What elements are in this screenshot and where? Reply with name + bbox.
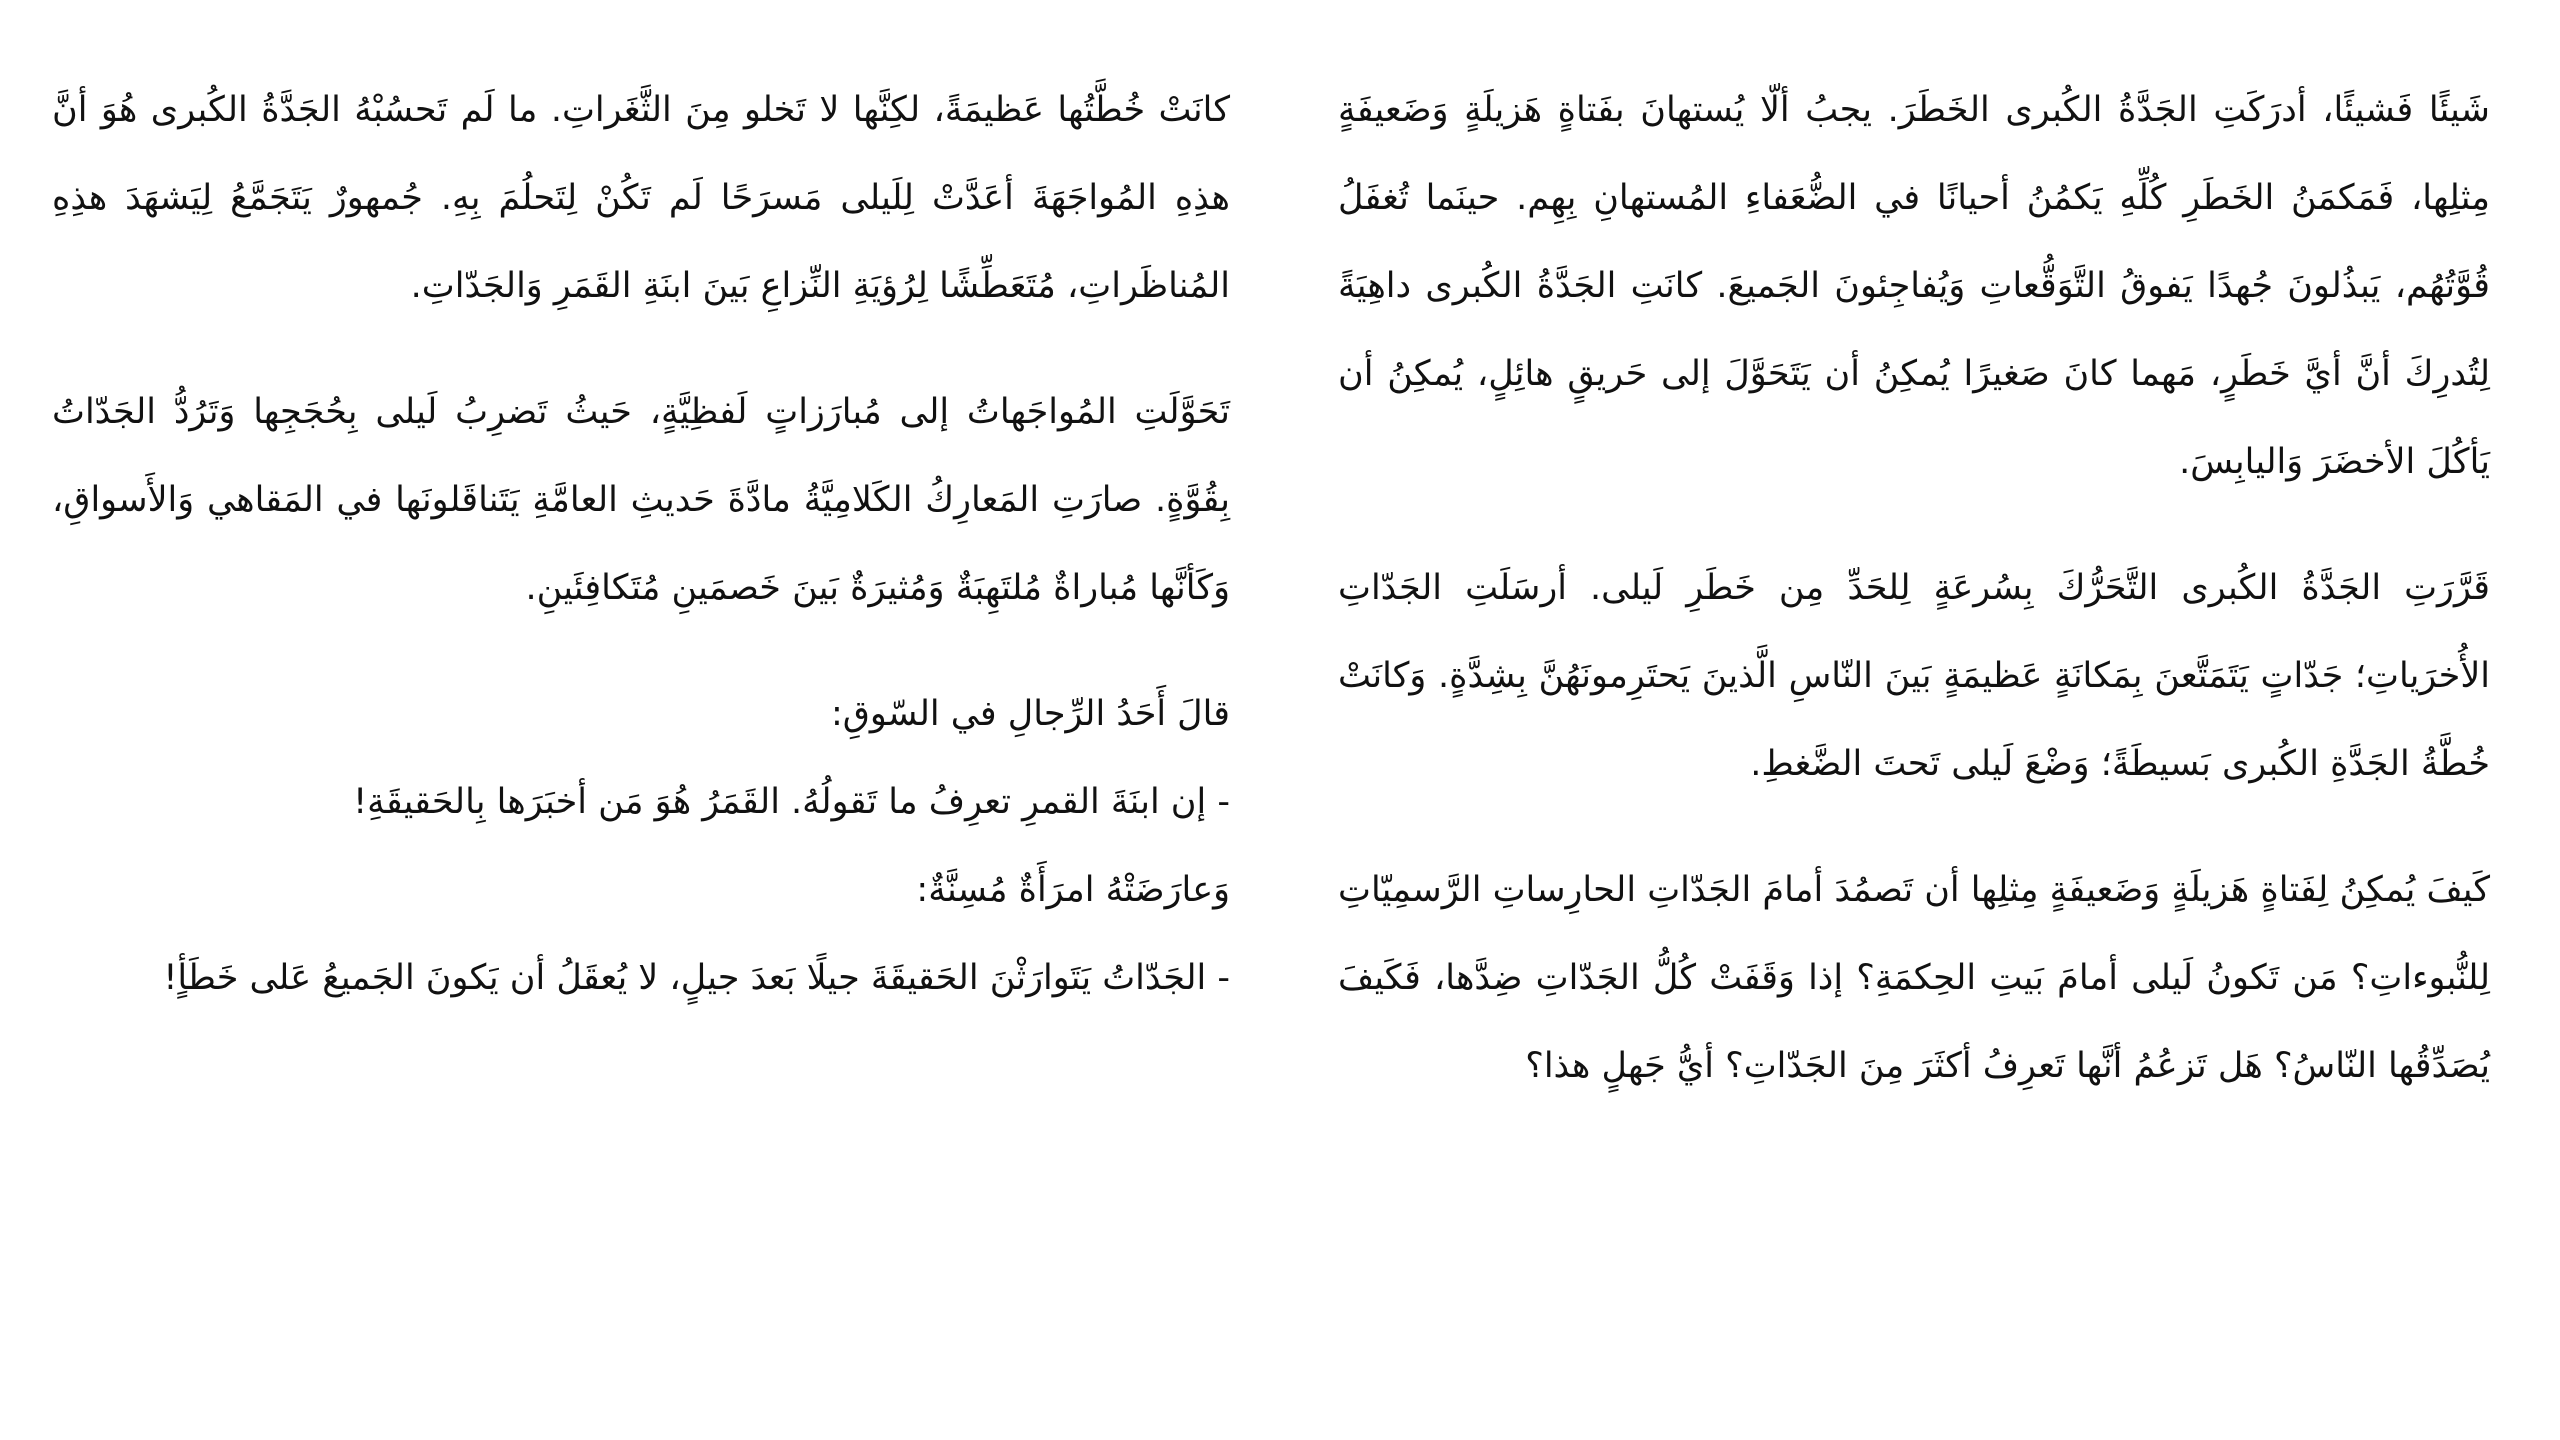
- dialogue-quote: - إن ابنَةَ القمرِ تعرِفُ ما تَقولُهُ. القَمَرُ هُوَ مَن أخبَرَها بِالحَقيقَةِ!: [353, 782, 1230, 822]
- paragraph: شَيئًا فَشيئًا، أدرَكَتِ الجَدَّةُ الكُبرى الخَطَرَ. يجبُ ألّا يُستهانَ بفَتاةٍ هَزيلَةٍ وَضَعيفَةٍ مِثلِها، فَمَكمَنُ الخَطَرِ كُلِّهِ يَكمُنُ أحيانًا في الضُّعَفاءِ المُستهانِ بِهِم. حينَما تُغفَلُ قُوَّتُهُم، يَبذُلونَ جُهدًا يَفوقُ التَّوَقُّعاتِ وَيُفاجِئونَ الجَميعَ. كانَتِ الجَدَّةُ الكُبرى داهِيَةً لِتُدرِكَ أنَّ أيَّ خَطَرٍ، مَهما كانَ صَغيرًا يُمكِنُ أن يَتَحَوَّلَ إلى حَريقٍ هائِلٍ، يُمكِنُ أن يَأكُلَ الأخضَرَ وَاليابِسَ.: [1338, 90, 2490, 482]
- paragraph: كَيفَ يُمكِنُ لِفَتاةٍ هَزيلَةٍ وَضَعيفَةٍ مِثلِها أن تَصمُدَ أمامَ الجَدّاتِ الحارِساتِ الرَّسمِيّاتِ لِلنُّبوءاتِ؟ مَن تَكونُ لَيلى أمامَ بَيتِ الحِكمَةِ؟ إذا وَقَفَتْ كُلُّ الجَدّاتِ ضِدَّها، فَكَيفَ يُصَدِّقُها النّاسُ؟ هَل تَزعُمُ أنَّها تَعرِفُ أكثَرَ مِنَ الجَدّاتِ؟ أيُّ جَهلٍ هذا؟: [1338, 870, 2490, 1086]
- dialogue-quote: - الجَدّاتُ يَتَوارَثْنَ الحَقيقَةَ جيلًا بَعدَ جيلٍ، لا يُعقَلُ أن يَكونَ الجَميعُ عَلى خَطَأٍ!: [163, 958, 1230, 998]
- dialogue-intro: وَعارَضَتْهُ امرَأَةٌ مُسِنَّةٌ:: [916, 870, 1230, 910]
- paragraph: كانَتْ خُطَّتُها عَظيمَةً، لكِنَّها لا تَخلو مِنَ الثَّغَراتِ. ما لَم تَحسُبْهُ الجَدَّةُ الكُبرى هُوَ أنَّ هذِهِ المُواجَهَةَ أعَدَّتْ لِلَيلى مَسرَحًا لَم تَكُنْ لِتَحلُمَ بِهِ. جُمهورٌ يَتَجَمَّعُ لِيَشهَدَ هذِهِ المُناظَراتِ، مُتَعَطِّشًا لِرُؤيَةِ النِّزاعِ بَينَ ابنَةِ القَمَرِ وَالجَدّاتِ.: [52, 90, 1230, 306]
- left-page-column: [52, 66, 1230, 1022]
- dialogue-intro: قالَ أَحَدُ الرِّجالِ في السّوقِ:: [830, 694, 1230, 734]
- right-page-column: [1338, 66, 2490, 1148]
- paragraph: تَحَوَّلَتِ المُواجَهاتُ إلى مُبارَزاتٍ لَفظِيَّةٍ، حَيثُ تَضرِبُ لَيلى بِحُجَجِها وَتَرُدُّ الجَدّاتُ بِقُوَّةٍ. صارَتِ المَعارِكُ الكَلامِيَّةُ مادَّةَ حَديثِ العامَّةِ يَتَناقَلونَها في المَقاهي وَالأَسواقِ، وَكَأنَّها مُباراةٌ مُلتَهِبَةٌ وَمُثيرَةٌ بَينَ خَصمَينِ مُتَكافِئَينِ.: [52, 392, 1230, 608]
- paragraph: قَرَّرَتِ الجَدَّةُ الكُبرى التَّحَرُّكَ بِسُرعَةٍ لِلحَدِّ مِن خَطَرِ لَيلى. أرسَلَتِ الجَدّاتِ الأُخرَياتِ؛ جَدّاتٍ يَتَمَتَّعنَ بِمَكانَةٍ عَظيمَةٍ بَينَ النّاسِ الَّذينَ يَحتَرِمونَهُنَّ بِشِدَّةٍ. وَكانَتْ خُطَّةُ الجَدَّةِ الكُبرى بَسيطَةً؛ وَضْعَ لَيلى تَحتَ الضَّغطِ.: [1338, 568, 2490, 784]
